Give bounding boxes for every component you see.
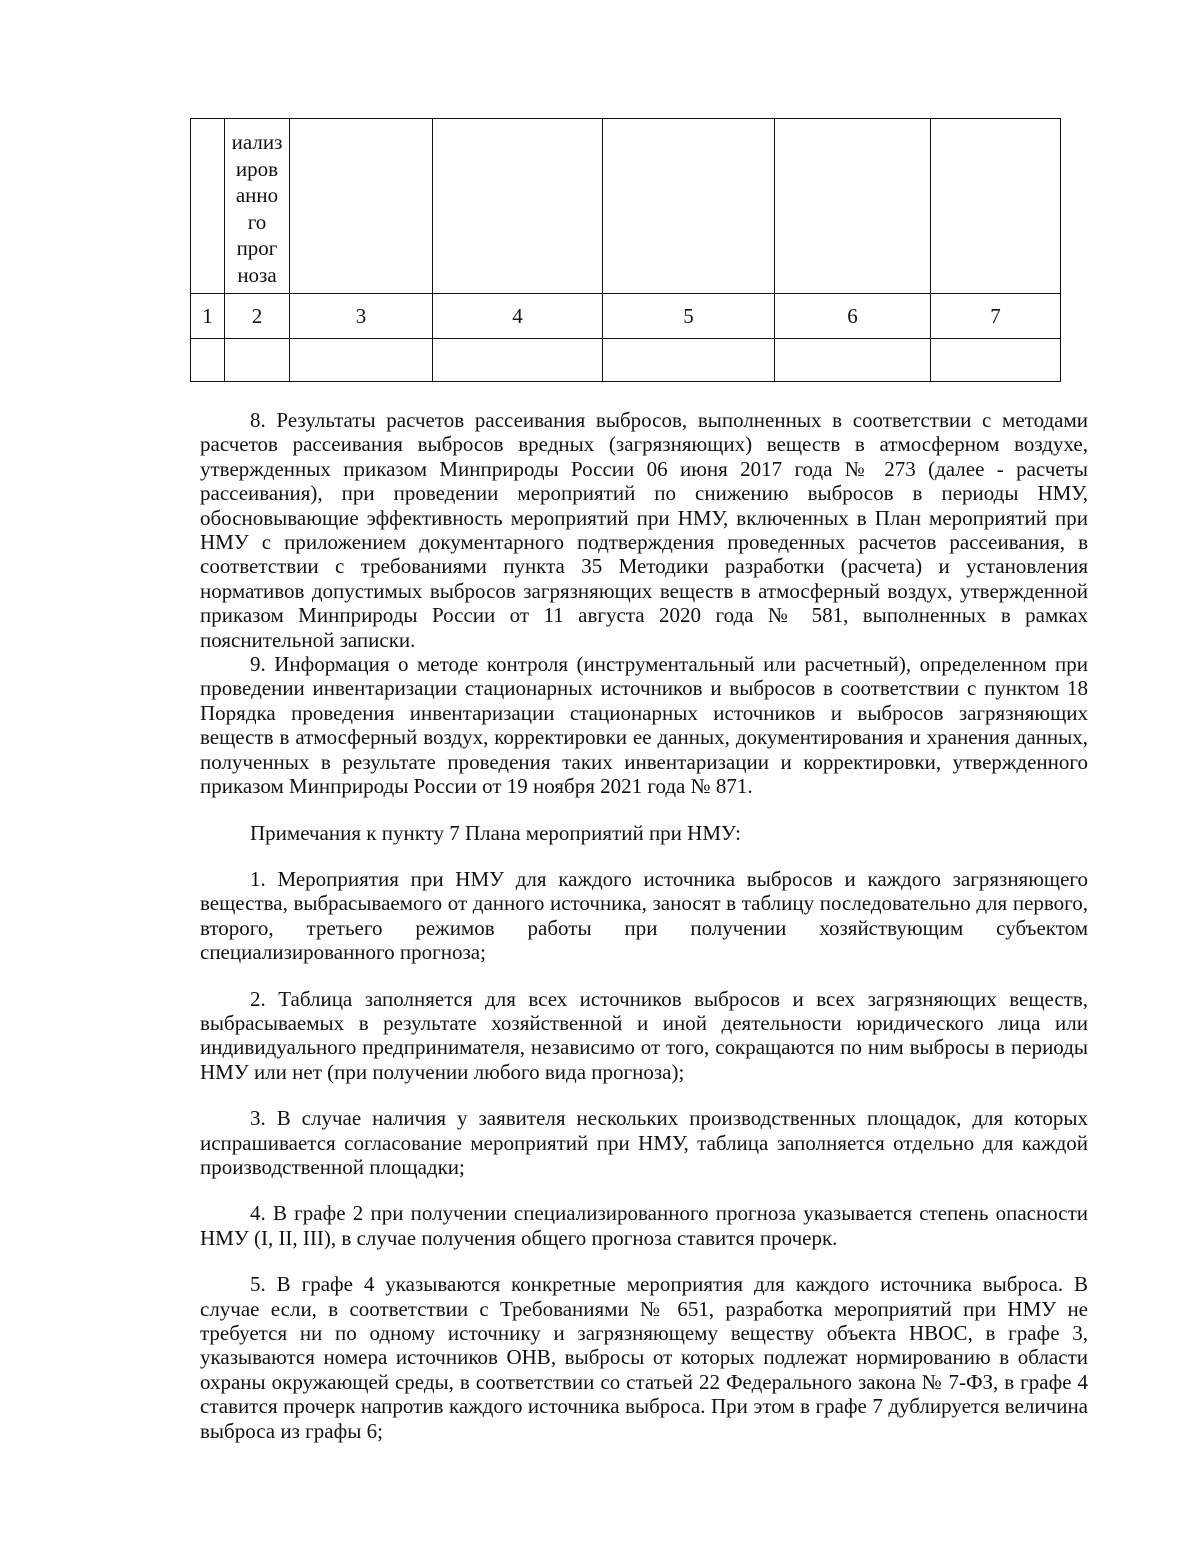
table-cell	[931, 339, 1061, 382]
table-cell	[931, 119, 1061, 294]
notes-title: Примечания к пункту 7 Плана мероприятий при НМУ:	[250, 820, 741, 845]
note-item: 2. Таблица заполняется для всех источников выбросов и всех загрязняющих веществ, выбрасываемых в результате хозяйственной и иной деятельности юридического лица или индивидуального предпринимателя, независимо от того, сокращаются по ним выбросы в периоды НМУ или нет (при получении любого вида прогноза);	[200, 986, 1088, 1084]
note-item: 3. В случае наличия у заявителя нескольких производственных площадок, для которых испрашивается согласование мероприятий при НМУ, таблица заполняется отдельно для каждой производственной площадки;	[200, 1106, 1088, 1179]
document-body	[200, 408, 1088, 1443]
table-cell	[290, 119, 433, 294]
table-column-numbers-row	[191, 294, 1061, 339]
spacer	[200, 845, 1088, 867]
spacer	[200, 965, 1088, 987]
cell-line: иализ	[231, 130, 283, 154]
table-empty-row	[191, 339, 1061, 382]
paragraph-8: 8. Результаты расчетов рассеивания выбросов, выполненных в соответствии с методами расчетов рассеивания выбросов вредных (загрязняющих) веществ в атмосферном воздухе, утвержденных приказом Минприроды России 06 июня 2017 года № 273 (далее - расчеты рассеивания), при проведении мероприятий по снижению выбросов в периоды НМУ, обосновывающие эффективность мероприятий при НМУ, включенных в План мероприятий при НМУ с приложением документарного подтверждения проведенных расчетов рассеивания, в соответствии с требованиями пункта 35 Методики разработки (расчета) и установления нормативов допустимых выбросов загрязняющих веществ в атмосферный воздух, утвержденной приказом Минприроды России от 11 августа 2020 года № 581, выполненных в рамках пояснительной записки.	[200, 408, 1088, 652]
spacer	[200, 1084, 1088, 1106]
measures-table	[190, 118, 1061, 382]
table-cell	[603, 119, 775, 294]
note-item: 4. В графе 2 при получении специализированного прогноза указывается степень опасности НМУ (I, II, III), в случае получения общего прогноза ставится прочерк.	[200, 1201, 1088, 1250]
table-cell	[775, 119, 931, 294]
cell-line: прог	[236, 236, 278, 260]
cell-line: иров	[235, 156, 279, 181]
table-continued-row	[191, 119, 1061, 294]
table-cell	[603, 339, 775, 382]
cell-line: го	[247, 209, 267, 234]
column-number: 2	[225, 294, 290, 339]
table-cell	[290, 339, 433, 382]
column-number: 3	[290, 294, 433, 339]
column-number: 4	[433, 294, 603, 339]
column-number: 5	[603, 294, 775, 339]
column-number: 6	[775, 294, 931, 339]
table-cell	[225, 339, 290, 382]
cell-line: ноза	[237, 262, 277, 287]
table-cell	[433, 339, 603, 382]
spacer	[200, 1179, 1088, 1201]
cell-line: анно	[235, 183, 279, 207]
spacer	[200, 799, 1088, 821]
table-cell	[191, 119, 225, 294]
paragraph-9: 9. Информация о методе контроля (инструментальный или расчетный), определенном при проведении инвентаризации стационарных источников и выбросов в соответствии с пунктом 18 Порядка проведения инвентаризации стационарных источников и выбросов загрязняющих веществ в атмосферный воздух, корректировки ее данных, документирования и хранения данных, полученных в результате проведения таких инвентаризации и корректировки, утвержденного приказом Минприроды России от 19 ноября 2021 года № 871.	[200, 652, 1088, 799]
table-cell	[191, 339, 225, 382]
note-item: 5. В графе 4 указываются конкретные мероприятия для каждого источника выброса. В случае если, в соответствии с Требованиями № 651, разработка мероприятий при НМУ не требуется ни по одному источнику и загрязняющему веществу объекта НВОС, в графе 3, указываются номера источников ОНВ, выбросы от которых подлежат нормированию в области охраны окружающей среды, в соответствии со статьей 22 Федерального закона № 7-ФЗ, в графе 4 ставится прочерк напротив каждого источника выброса. При этом в графе 7 дублируется величина выброса из графы 6;	[200, 1272, 1088, 1443]
column-number: 7	[931, 294, 1061, 339]
table-cell	[775, 339, 931, 382]
note-item: 1. Мероприятия при НМУ для каждого источника выбросов и каждого загрязняющего вещества, выбрасываемого от данного источника, заносят в таблицу последовательно для первого, второго, третьего режимов работы при получении хозяйствующим субъектом специализированного прогноза;	[200, 866, 1088, 965]
table-cell	[433, 119, 603, 294]
spacer	[200, 1250, 1088, 1272]
table-cell-continued-text	[225, 119, 290, 294]
column-number: 1	[191, 294, 225, 339]
